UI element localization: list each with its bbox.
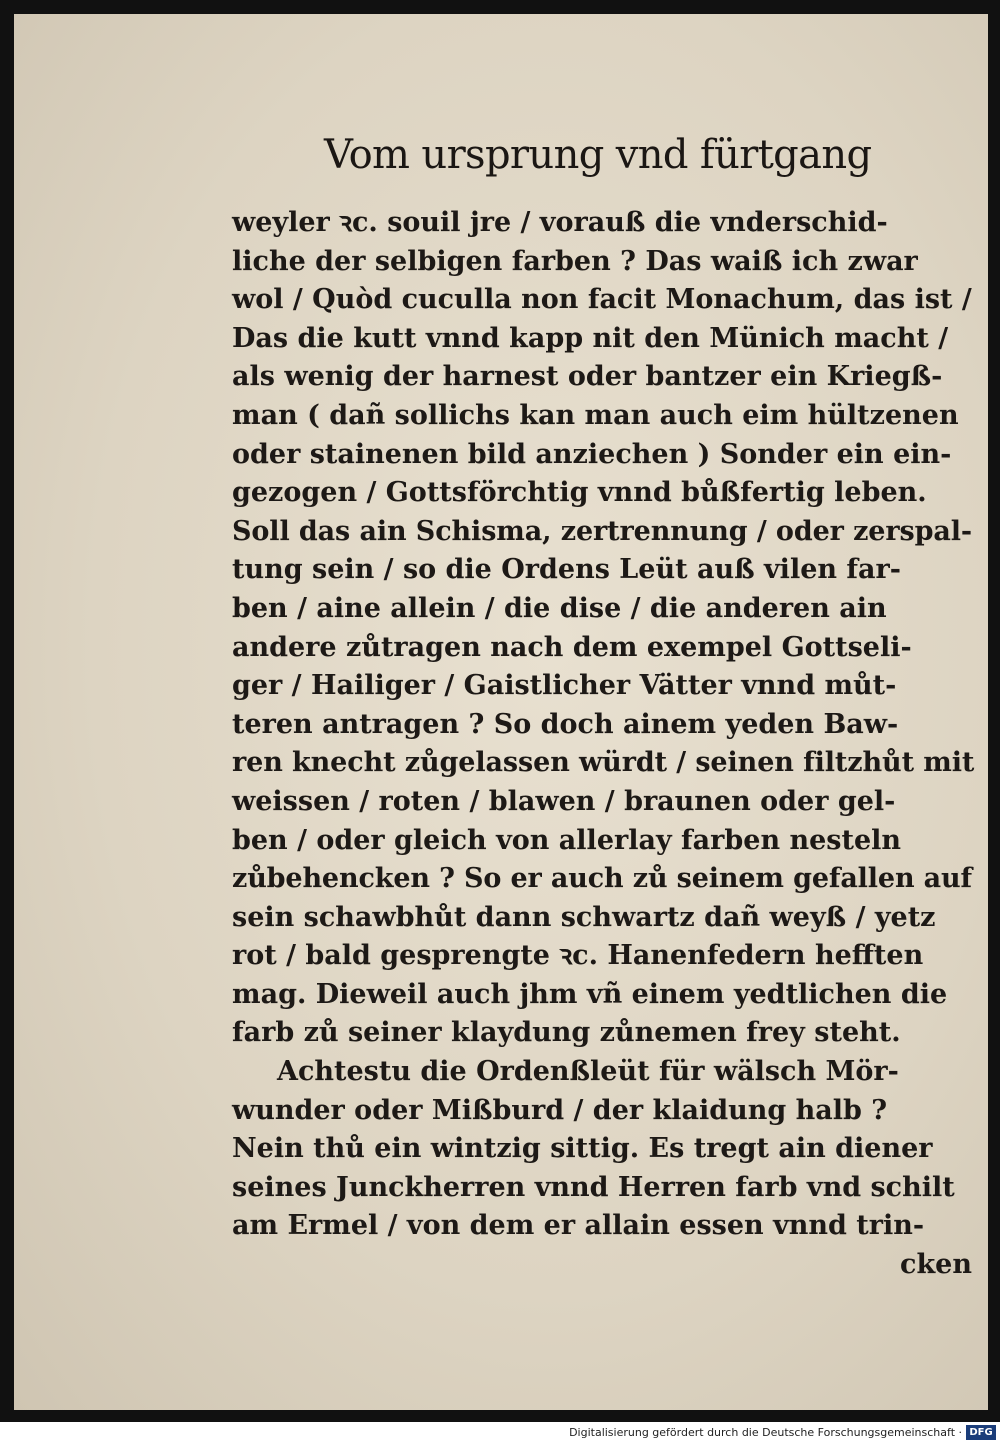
text-line: sein schawbhůt dann schwartz dañ weyß / yetz — [232, 901, 936, 933]
text-line: seines Junckherren vnnd Herren farb vnd schilt — [232, 1171, 955, 1203]
text-line: ben / aine allein / die dise / die anderen ain — [232, 592, 887, 624]
text-line: rot / bald gesprengte ꝛc. Hanenfedern hefften — [232, 940, 924, 972]
text-line: weyler ꝛc. souil jre / vorauß die vnderschid- — [232, 207, 888, 238]
dfg-logo-icon: DFG — [966, 1425, 996, 1440]
text-line: Achtestu die Ordenßleüt für wälsch Mör- — [277, 1056, 899, 1088]
text-line: farb zů seiner klaydung zůnemen frey steht. — [232, 1017, 901, 1049]
text-line: tung sein / so die Ordens Leüt auß vilen far- — [232, 554, 901, 586]
text-line: wunder oder Mißburd / der klaidung halb ? — [232, 1094, 888, 1126]
text-line: teren antragen ? So doch ainem yeden Baw- — [232, 708, 899, 740]
running-head: Vom ursprung vnd fürtgang — [324, 132, 872, 178]
text-line: oder stainenen bild anziechen ) Sonder ein ein- — [232, 438, 952, 470]
footer-bar — [0, 1422, 1000, 1444]
text-line: am Ermel / von dem er allain essen vnnd trin- — [232, 1210, 925, 1242]
body-text — [232, 204, 975, 1285]
text-line: gezogen / Gottsförchtig vnnd bůßfertig leben. — [232, 477, 927, 509]
text-line: andere zůtragen nach dem exempel Gottseli- — [232, 631, 912, 663]
book-page — [14, 14, 988, 1410]
text-line: mag. Dieweil auch jhm vñ einem yedtlichen die — [232, 978, 948, 1010]
text-line: zůbehencken ? So er auch zů seinem gefallen auf — [232, 863, 972, 895]
text-line: als wenig der harnest oder bantzer ein Kriegß- — [232, 361, 943, 393]
text-line: liche der selbigen farben ? Das waiß ich zwar — [232, 245, 918, 277]
text-line: ren knecht zůgelassen würdt / seinen filtzhůt mit — [232, 747, 975, 779]
text-line: ger / Hailiger / Gaistlicher Vätter vnnd můt- — [232, 670, 897, 702]
text-line: wol / Quòd cuculla non facit Monachum, das ist / — [232, 284, 972, 316]
text-line: Das die kutt vnnd kapp nit den Münich macht / — [232, 322, 949, 354]
text-line: Soll das ain Schisma, zertrennung / oder zerspal- — [232, 515, 972, 547]
text-line: weissen / roten / blawen / braunen oder gel- — [232, 785, 896, 817]
text-line: Nein thů ein wintzig sittig. Es tregt ain diener — [232, 1133, 933, 1165]
footer-credit: Digitalisierung gefördert durch die Deutsche Forschungsgemeinschaft · — [569, 1426, 962, 1439]
text-line: man ( dañ sollichs kan man auch eim hültzenen — [232, 399, 959, 431]
catchword: cken — [900, 1249, 972, 1281]
text-line: ben / oder gleich von allerlay farben nesteln — [232, 824, 902, 856]
